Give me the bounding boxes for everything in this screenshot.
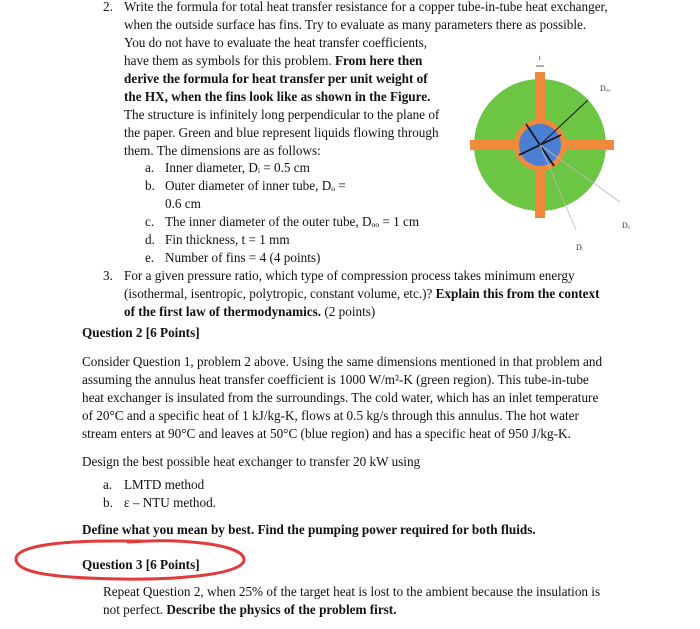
question-3-line-2-bold: Describe the physics of the problem first. — [166, 602, 397, 617]
question-2-para-line-1: Consider Question 1, problem 2 above. Using the same dimensions mentioned in that problem and — [82, 354, 603, 369]
question-2-heading: Question 2 [6 Points] — [82, 325, 200, 340]
problem-3-line-3-bold: of the first law of thermodynamics. — [124, 304, 322, 319]
problem-2-line-9: them. The dimensions are as follows: — [124, 143, 321, 158]
problem-3-number: 3. — [103, 268, 113, 283]
problem-2-line-7: The structure is infinitely long perpendicular to the plane of — [124, 107, 440, 122]
di-label: Dᵢ — [576, 243, 584, 252]
question-2-define-line: Define what you mean by best. Find the pumping power required for both fluids. — [82, 522, 536, 537]
dimension-item-d: Fin thickness, t = 1 mm — [165, 232, 290, 247]
dimension-item-c-marker: c. — [145, 214, 155, 229]
dimension-item-e-marker: e. — [145, 250, 155, 265]
dimension-item-c: The inner diameter of the outer tube, Dₒₒ = 1 cm — [165, 214, 420, 229]
problem-3-line-2 — [124, 286, 600, 302]
question-3-line-2-text: not perfect. — [103, 602, 164, 617]
method-item-a-marker: a. — [103, 477, 113, 492]
dimension-item-d-marker: d. — [145, 232, 155, 247]
problem-2-line-8: the paper. Green and blue represent liquids flowing through — [124, 125, 439, 140]
fin-thickness-label: t — [539, 54, 541, 62]
problem-2-number: 2. — [103, 0, 113, 14]
question-3-heading: Question 3 [6 Points] — [82, 557, 200, 572]
method-item-a: LMTD method — [124, 477, 205, 492]
dimension-item-a-marker: a. — [145, 160, 155, 175]
problem-3-line-2-bold: Explain this from the context — [435, 286, 600, 301]
question-2-para-line-2: assuming the annulus heat transfer coefficient is 1000 W/m²-K (green region). This tube-in-tube — [82, 372, 589, 387]
question-2-para-line-3: heat exchanger is insulated from the surroundings. The cold water, which has an inlet temperature — [82, 390, 599, 405]
problem-2-line-1: Write the formula for total heat transfer resistance for a copper tube-in-tube heat exchanger, — [124, 0, 608, 14]
doo-label: Dₒₒ — [600, 84, 611, 93]
do-label: Dₒ — [622, 221, 631, 230]
problem-3-line-3 — [124, 304, 375, 320]
problem-2-line-4-text: have them as symbols for this problem. — [124, 53, 332, 68]
question-2-design-line: Design the best possible heat exchanger to transfer 20 kW using — [82, 454, 421, 469]
problem-3-points: (2 points) — [324, 304, 376, 319]
dimension-item-a: Inner diameter, Dᵢ = 0.5 cm — [165, 160, 310, 175]
problem-2-line-3: You do not have to evaluate the heat transfer coefficients, — [124, 35, 428, 50]
problem-3-line-1: For a given pressure ratio, which type of compression process takes minimum energy — [124, 268, 575, 283]
problem-2-line-4-bold: From here then — [334, 53, 423, 68]
dimension-item-b: Outer diameter of inner tube, Dₒ = — [165, 178, 346, 193]
method-item-b-marker: b. — [103, 495, 113, 510]
question-3-line-1: Repeat Question 2, when 25% of the target heat is lost to the ambient because the insulation is — [103, 584, 601, 599]
problem-2-line-4 — [124, 53, 422, 69]
dimension-item-e: Number of fins = 4 (4 points) — [165, 250, 321, 265]
problem-2-line-2: when the outside surface has fins. Try to evaluate as many parameters there as possible. — [124, 17, 587, 32]
problem-2-line-5: derive the formula for heat transfer per unit weight of — [124, 71, 428, 86]
question-2-para-line-5: stream enters at 90°C and leaves at 50°C (blue region) and has a specific heat of 950 J/kg-K. — [82, 426, 571, 441]
question-3-line-2 — [103, 602, 397, 618]
question-2-para-line-4: of 20°C and a specific heat of 1 kJ/kg-K, flows at 0.5 kg/s through this annulus. The hot water — [82, 408, 579, 423]
finned-tube-figure — [470, 50, 650, 255]
method-item-b: ε – NTU method. — [124, 495, 216, 510]
dimension-item-b-marker: b. — [145, 178, 155, 193]
problem-3-line-2-text: (isothermal, isentropic, polytropic, constant volume, etc.)? — [124, 286, 433, 301]
problem-2-line-6: the HX, when the fins look like as shown in the Figure. — [124, 89, 431, 104]
dimension-item-b-cont: 0.6 cm — [165, 196, 201, 211]
